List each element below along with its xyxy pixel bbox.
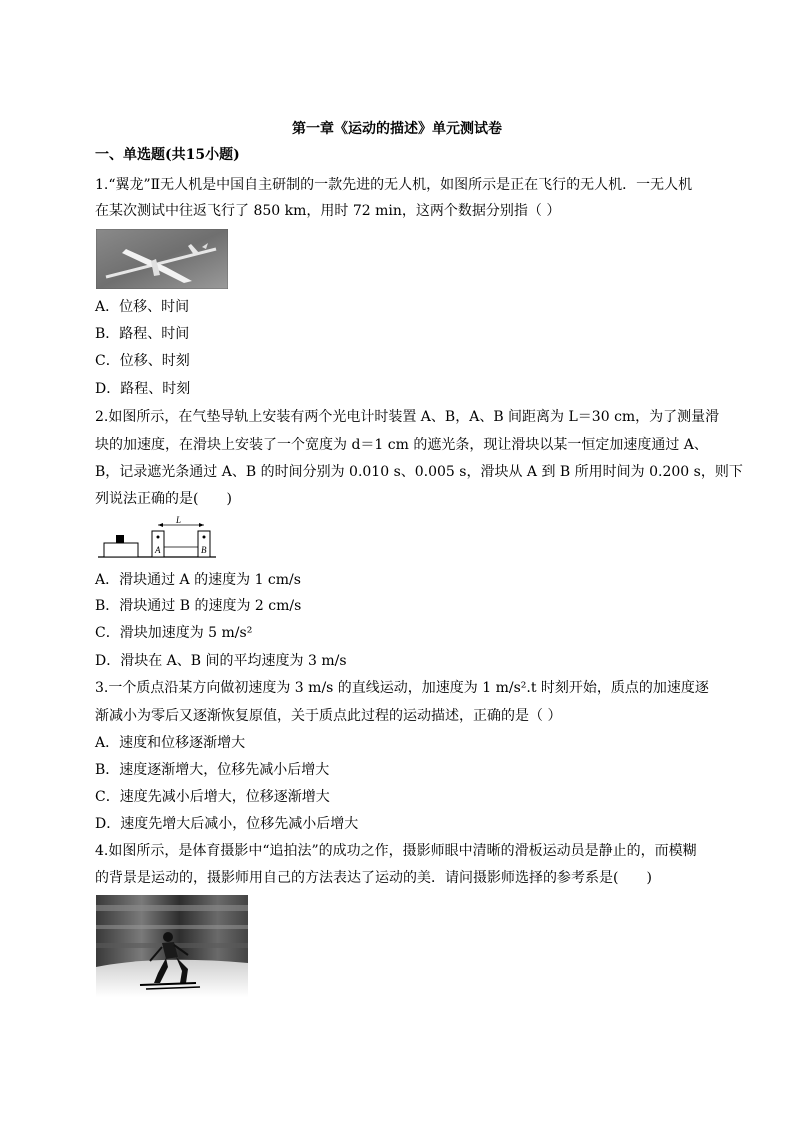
q2-stem-line2: 块的加速度，在滑块上安装了一个宽度为 d＝1 cm 的遮光条，现让滑块以某一恒定加速度通过 A、 — [95, 437, 708, 453]
q4-stem-line1: 4.如图所示，是体育摄影中“追拍法”的成功之作，摄影师眼中清晰的滑板运动员是静止的，而模糊 — [95, 843, 697, 859]
drone-photo — [96, 229, 228, 289]
q1-option-b: B．路程、时间 — [95, 326, 190, 342]
q3-stem-line1: 3.一个质点沿某方向做初速度为 3 m/s 的直线运动，加速度为 1 m/s².t 时刻开始，质点的加速度逐 — [95, 680, 709, 696]
q1-option-d: D．路程、时刻 — [95, 381, 191, 397]
q1-stem-line2: 在某次测试中往返飞行了 850 km，用时 72 min，这两个数据分别指（ ） — [95, 203, 561, 219]
q3-option-c: C．速度先减小后增大，位移逐渐增大 — [95, 789, 330, 805]
q3-option-b: B．速度逐渐增大，位移先减小后增大 — [95, 762, 330, 778]
label-b: B — [201, 545, 207, 555]
q3-option-d: D．速度先增大后减小，位移先减小后增大 — [95, 816, 359, 832]
label-l: L — [176, 515, 182, 525]
q2-stem-line3: B，记录遮光条通过 A、B 的时间分别为 0.010 s、0.005 s，滑块从 A 到 B 所用时间为 0.200 s，则下 — [95, 464, 743, 480]
skier-photo — [96, 895, 248, 997]
q2-stem-line1: 2.如图所示，在气垫导轨上安装有两个光电计时装置 A、B，A、B 间距离为 L＝30 cm，为了测量滑 — [95, 409, 720, 425]
q2-option-a: A．滑块通过 A 的速度为 1 cm/s — [95, 572, 301, 588]
air-track-diagram — [96, 513, 218, 561]
q4-stem-line2: 的背景是运动的，摄影师用自己的方法表达了运动的美．请问摄影师选择的参考系是( ) — [95, 870, 652, 886]
q1-option-c: C．位移、时刻 — [95, 353, 190, 369]
q2-stem-line4: 列说法正确的是( ) — [95, 491, 232, 507]
page-title: 第一章《运动的描述》单元测试卷 — [292, 121, 502, 137]
section-heading: 一、单选题(共15小题) — [95, 147, 240, 163]
q3-option-a: A．速度和位移逐渐增大 — [95, 735, 246, 751]
q2-option-b: B．滑块通过 B 的速度为 2 cm/s — [95, 598, 302, 614]
label-a: A — [155, 545, 161, 555]
q2-option-d: D．滑块在 A、B 间的平均速度为 3 m/s — [95, 653, 347, 669]
q1-option-a: A．位移、时间 — [95, 299, 190, 315]
q1-stem-line1: 1.“翼龙”Ⅱ无人机是中国自主研制的一款先进的无人机，如图所示是正在飞行的无人机．一无人机 — [95, 177, 693, 193]
q3-stem-line2: 渐减小为零后又逐渐恢复原值，关于质点此过程的运动描述，正确的是（ ） — [95, 708, 562, 724]
q2-option-c: C．滑块加速度为 5 m/s² — [95, 625, 253, 641]
